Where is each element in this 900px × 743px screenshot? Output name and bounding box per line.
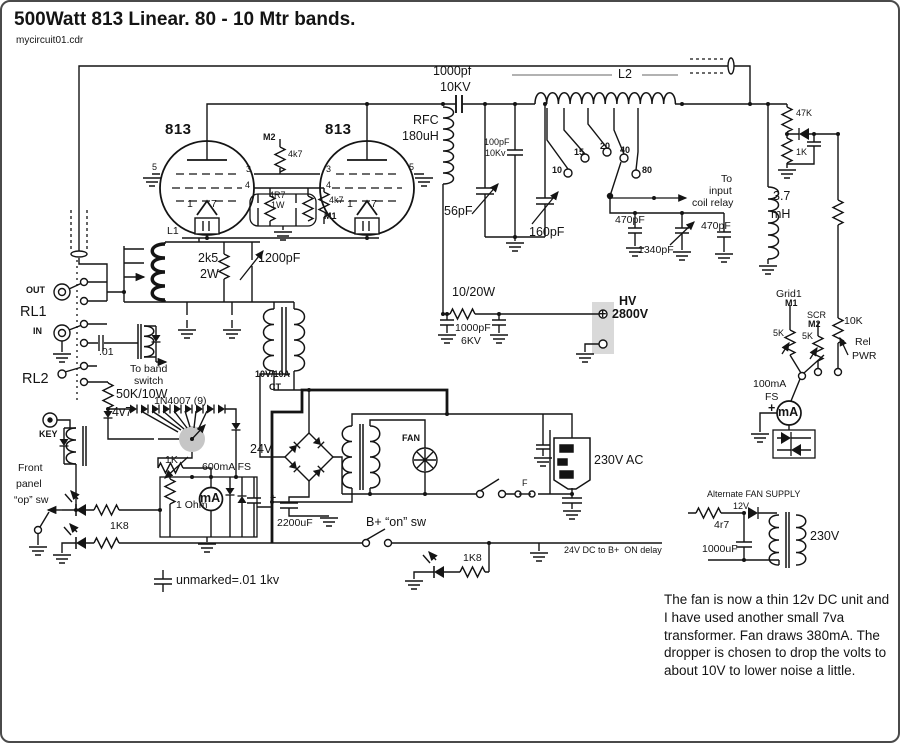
rl1-label: RL1 [20,304,47,320]
pin5a: 5 [152,162,158,172]
r4r7-b: 4r7 [714,519,730,531]
hv-plus: + [599,307,607,321]
v24: 24V [250,442,273,456]
r1k8-a: 1K8 [110,520,129,532]
meter1-ma: mA [200,491,221,505]
c1340: 1340pF [638,244,674,256]
r5k-b: 5K [802,331,814,341]
file-name: mycircuit01.cdr [16,35,84,46]
band-20: 20 [600,141,611,151]
page-title: 500Watt 813 Linear. 80 - 10 Mtr bands. [14,9,356,30]
out-label: OUT [26,285,45,295]
c2200: 2200uF [277,517,313,529]
fuse-f: F [522,478,528,488]
c1000pf-kv: 10KV [440,80,471,94]
c470b: 470pF [701,220,731,232]
pin4a: 4 [245,180,251,190]
c1000uf: 1000uF [702,543,738,555]
m2-value: 4k7 [288,149,303,159]
mh-2: mH [771,207,791,221]
to-input-2: input [709,185,732,197]
c100pf: 100pF [484,137,510,147]
rfc-label: RFC [413,113,439,127]
c1200: 1200pF [258,251,301,265]
m1-label: M1 [324,211,337,221]
r1k-top: 1K [796,147,808,157]
pin3a: 3 [246,164,252,174]
rfc-value: 180uH [402,129,439,143]
c100pf-kv: 10Kv [485,148,506,158]
key-label: KEY [39,429,58,439]
l2-coil [535,93,675,104]
hv-label: HV [619,294,637,308]
fan-note: The fan is now a thin 12v DC unit and I have used another small 7va transformer. Fan draws 380mA. The dropper is chosen to drop the volts to about 10V to lower noise a little. [664,592,890,679]
bplus-sw: B+ “on” sw [366,515,427,529]
wires [38,66,838,592]
d1n4007: 1N4007 (9) [154,395,207,407]
alt-fan: Alternate FAN SUPPLY [707,489,801,499]
fp-1: Front [18,462,43,474]
c56: 56pF [444,204,473,218]
grid1: Grid1 [776,288,802,300]
r4r7: 4R7 [269,190,286,200]
c1000pf-top: 1000pf [433,64,472,78]
cap-1000pf-10kv [456,95,462,113]
mains-connector [554,438,590,489]
fp-2: panel [16,478,42,490]
pin1b: 1 [347,198,353,210]
fan-transformer [342,424,380,490]
c470a: 470pF [615,214,645,226]
fs100-1: 100mA [753,378,787,390]
pin4b: 4 [326,180,332,190]
fan-icon [413,448,437,472]
bridge-rectifier [285,433,333,481]
pin7a: 7 [211,198,217,210]
scr: SCR [807,310,827,320]
r5k-a: 5K [773,328,785,338]
pin3b: 3 [326,164,332,174]
l1-coil [152,244,165,300]
fs100-2: FS [765,391,779,403]
to-input-1: To [721,173,733,185]
rl2-label: RL2 [22,371,49,387]
r47k: 47K [796,108,813,118]
band-40: 40 [620,145,631,155]
in-label: IN [33,326,42,336]
c1000pf-b: 1000pF [455,322,491,334]
mh-1: 3.7 [773,189,791,203]
d4v7: 4v7 [112,405,133,419]
fan-label: FAN [402,433,420,443]
grid1-m1: M1 [785,298,798,308]
r1k8-b: 1K8 [463,552,482,564]
c2200-plus: + [270,492,277,504]
meter2-ma: mA [778,405,799,419]
pin5b: 5 [409,162,415,172]
r1k-pot: 1K [165,454,178,466]
band-relay-coil [138,324,154,359]
l2-label: L2 [618,67,632,81]
r4r7-w: 1W [271,200,285,210]
v230ac: 230V AC [594,453,644,467]
t10v-ct: CT [269,382,281,392]
c01: .01 [99,346,114,358]
rel-2: PWR [852,350,877,362]
to-input-3: coil relay [692,197,734,209]
fs600: 600mA FS [202,461,252,473]
scr-m2: M2 [808,319,821,329]
rfc-coil [443,107,454,184]
to-band-1: To band [130,363,168,375]
tube1-label: 813 [165,121,192,138]
l1-label: L1 [167,225,179,237]
band-15: 15 [574,147,585,157]
filament-transformer [264,307,305,373]
t10v: 10V/10A [255,369,291,379]
m2-label: M2 [263,132,276,142]
rel-1: Rel [855,336,871,348]
tube2-label: 813 [325,121,352,138]
r1ohm: 1 Ohm [176,499,208,511]
unmarked: unmarked=.01 1kv [176,573,280,587]
adjust-arrows [165,184,848,478]
v230-b: 230V [810,529,840,543]
band-10: 10 [552,165,563,175]
r2k5-w: 2W [200,267,219,281]
band-80: 80 [642,165,653,175]
c160: 160pF [529,225,565,239]
r2k5: 2k5 [198,251,219,265]
meter2-plus: + [768,401,776,415]
v12: 12V [733,501,750,511]
key-relay-coil [66,426,86,466]
r10-20w: 10/20W [452,285,496,299]
r50k: 50K/10W [116,387,168,401]
hv-value: 2800V [612,307,649,321]
r10k: 10K [844,315,863,327]
pin7b: 7 [371,198,377,210]
delay-label: 24V DC to B+ ON delay [564,545,662,555]
m1-value: 4k7 [329,195,344,205]
coax-left [71,251,87,257]
c6kv: 6KV [461,335,481,347]
coax-right [728,58,734,74]
coils [66,93,806,568]
to-band-2: switch [134,375,164,387]
fp-3: “op” sw [14,494,49,506]
pin1a: 1 [187,198,193,210]
